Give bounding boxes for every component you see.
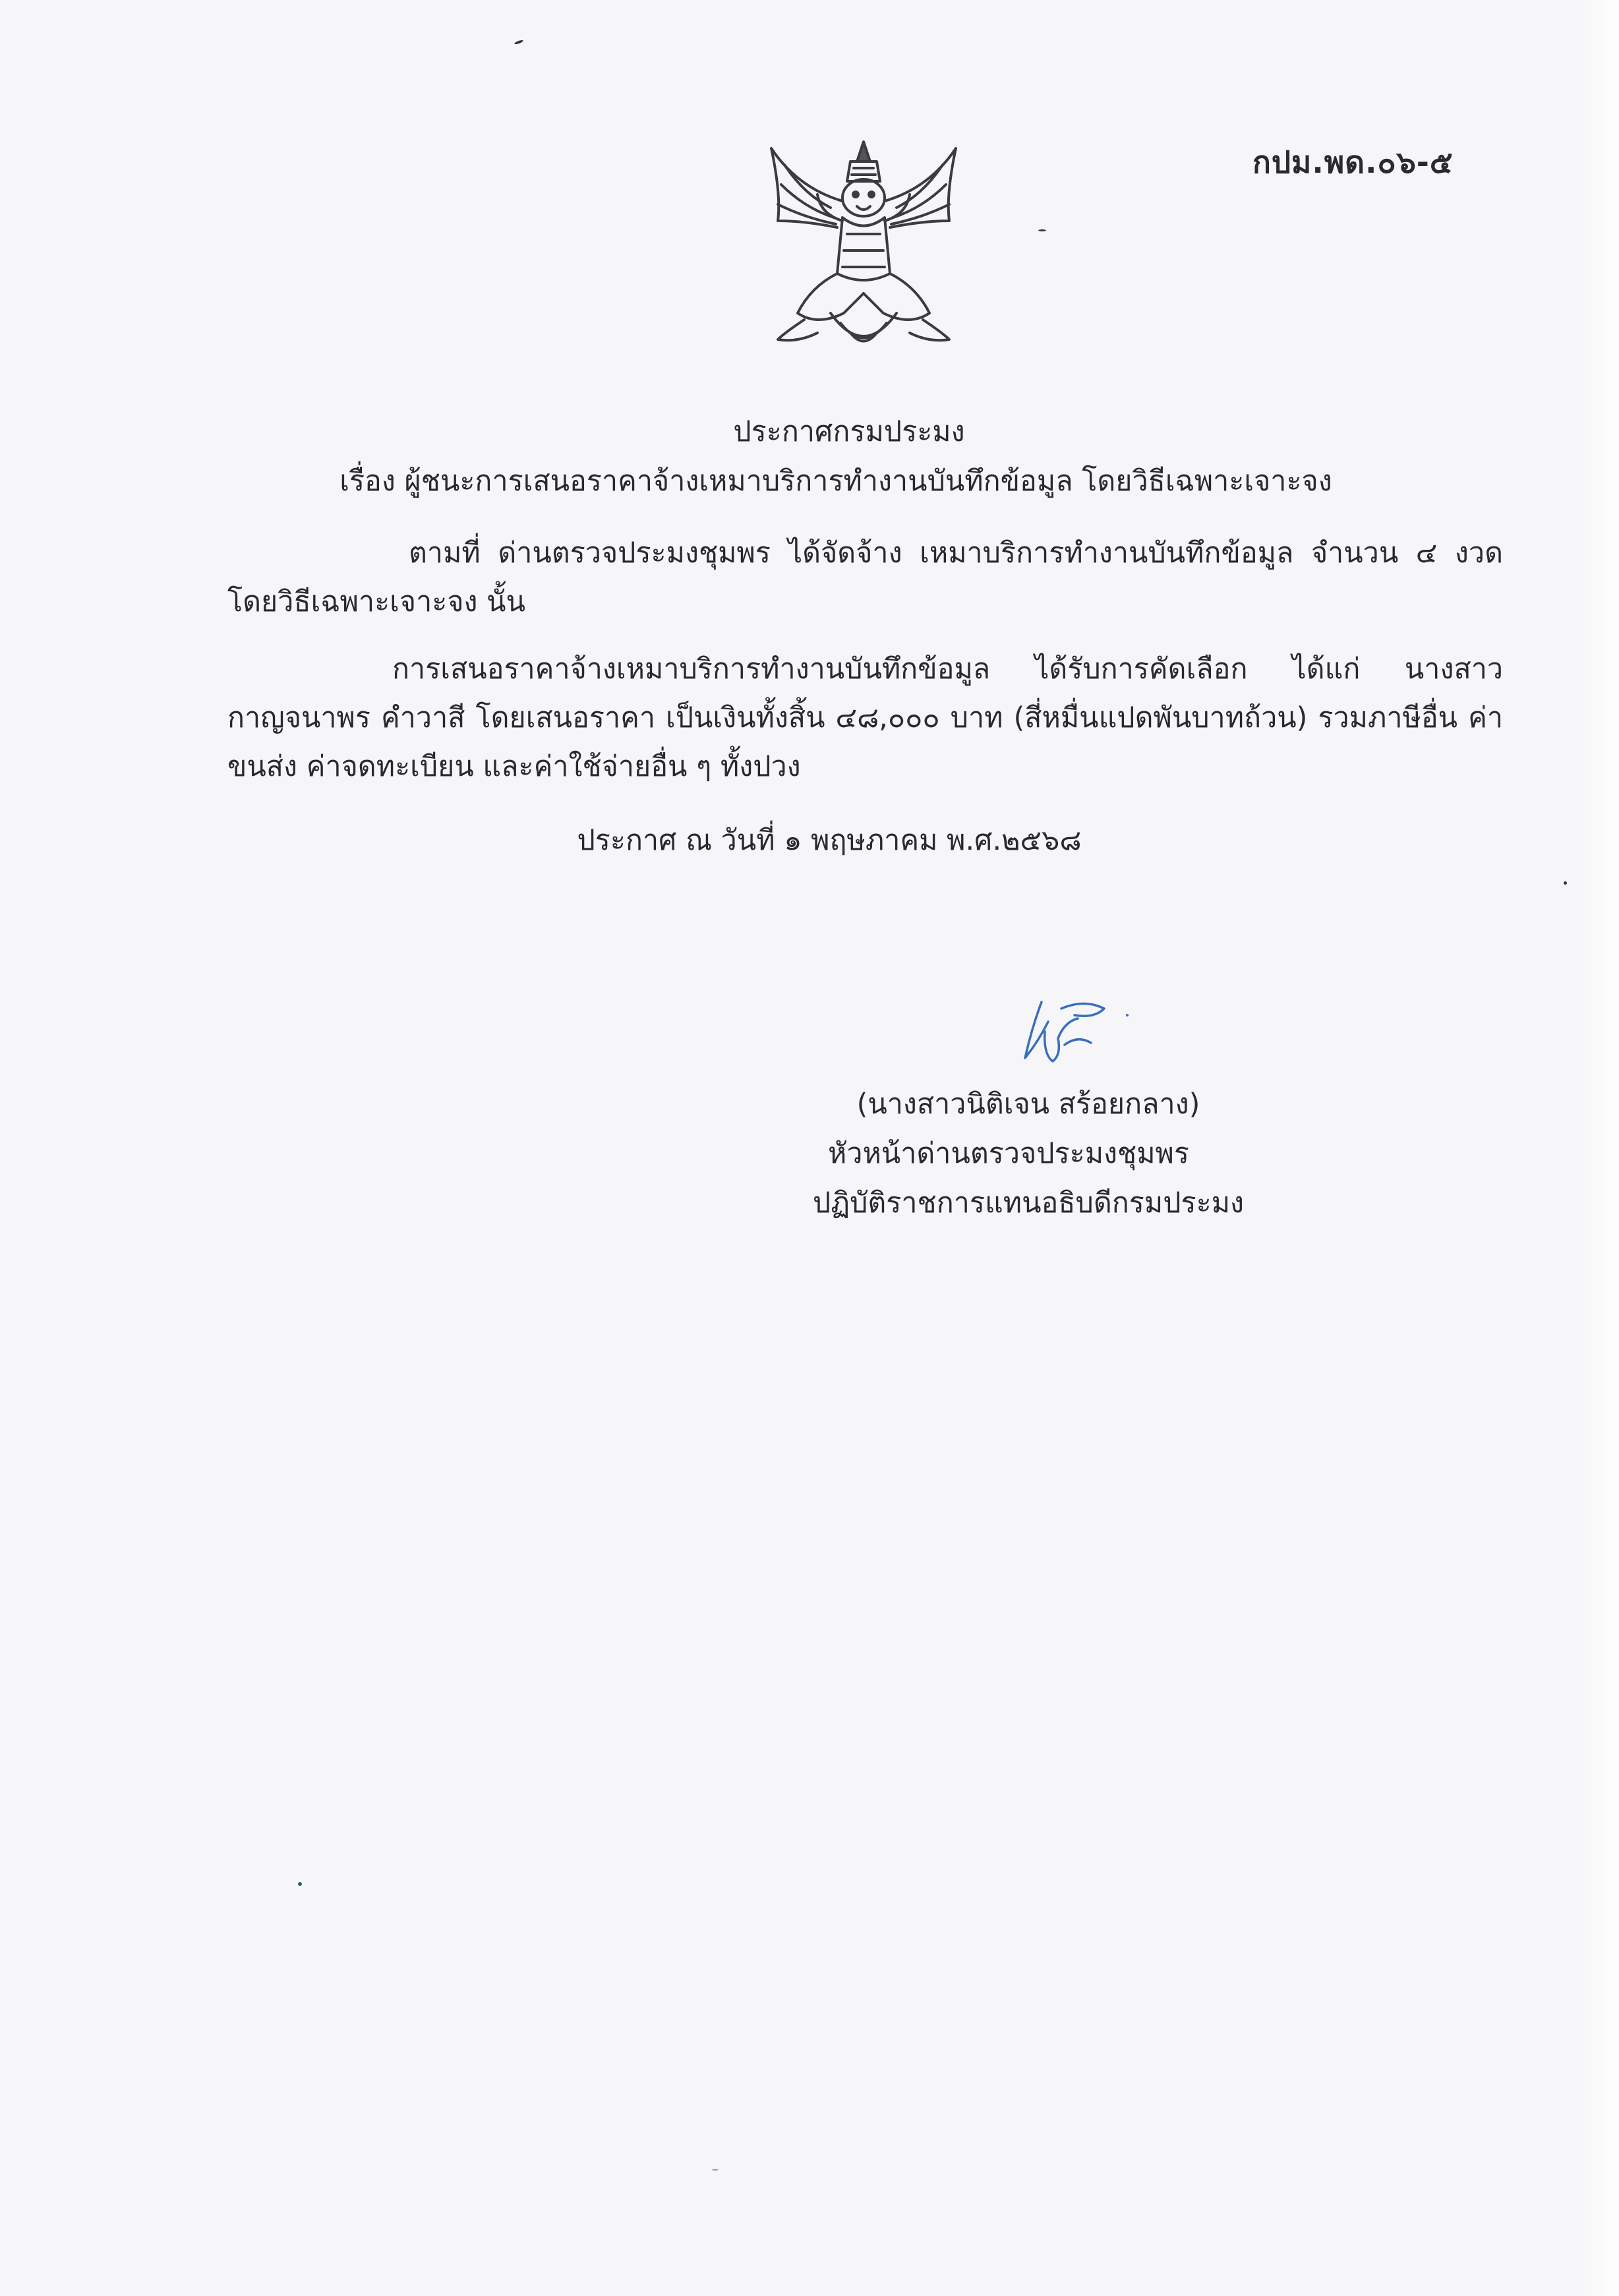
announcement-subject: เรื่อง ผู้ชนะการเสนอราคาจ้างเหมาบริการทำงานบันทึกข้อมูล โดยวิธีเฉพาะเจาะจง — [339, 465, 1332, 498]
scan-speck — [298, 1882, 302, 1886]
announcement-date: ประกาศ ณ วันที่ ๑ พฤษภาคม พ.ศ.๒๕๖๘ — [577, 824, 1082, 857]
scan-speck — [514, 40, 524, 45]
announcement-heading: ประกาศกรมประมง — [733, 415, 965, 448]
body-paragraph-1: ตามที่ ด่านตรวจประมงชุมพร ได้จัดจ้าง เหมาบริการทำงานบันทึกข้อมูล จำนวน ๔ งวด โดยวิธีเฉพาะเจาะจง นั้น — [227, 537, 1503, 618]
document-code: กปม.พด.๐๖-๕ — [1252, 144, 1454, 180]
body-paragraph-2: การเสนอราคาจ้างเหมาบริการทำงานบันทึกข้อมูล ได้รับการคัดเลือก ได้แก่ นางสาวกาญจนาพร คำวาสี โดยเสนอราคา เป็นเงินทั้งสิ้น ๔๘,๐๐๐ บาท (สี่หมื่นแปดพันบาทถ้วน) รวมภาษีอื่น ค่าขนส่ง ค่าจดทะเบียน และค่าใช้จ่ายอื่น ๆ ทั้งปวง — [227, 653, 1503, 783]
handwritten-signature — [1012, 982, 1144, 1074]
scan-speck — [1564, 881, 1567, 885]
scan-speck — [712, 2169, 719, 2171]
garuda-emblem-icon — [758, 135, 969, 366]
signer-name: (นางสาวนิติเจน สร้อยกลาง) — [856, 1088, 1200, 1121]
signer-position: หัวหน้าด่านตรวจประมงชุมพร — [828, 1137, 1189, 1170]
scan-speck — [1038, 229, 1046, 231]
signer-acting-role: ปฏิบัติราชการแทนอธิบดีกรมประมง — [812, 1187, 1245, 1220]
